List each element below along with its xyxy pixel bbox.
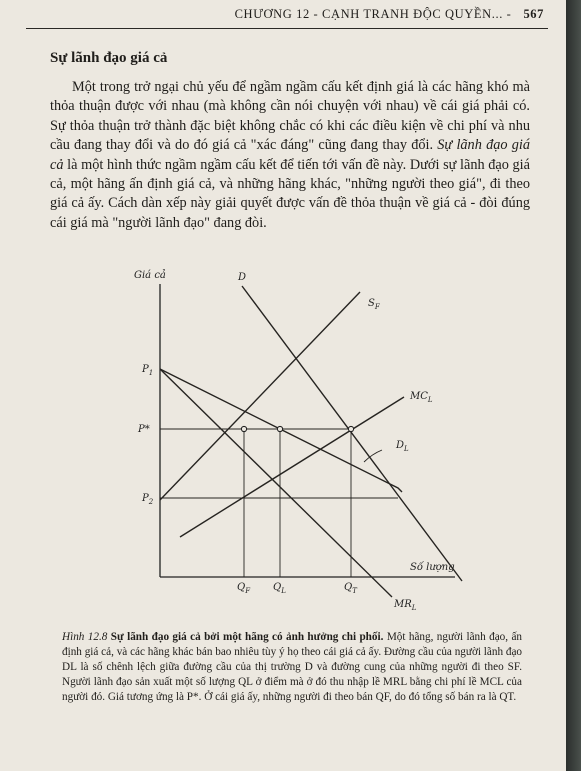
leader-demand-label: $D_L$ — [396, 440, 409, 453]
leader-marginal-revenue-label: $MR_L$ — [394, 599, 417, 612]
leader-marginal-cost-label: $MC_L$ — [410, 391, 433, 404]
pstar-label: P* — [138, 424, 150, 435]
market-demand-curve — [242, 286, 462, 581]
qf-label: $Q_F$ — [237, 582, 251, 595]
market-point — [348, 426, 353, 431]
leader-marginal-cost-curve — [180, 397, 404, 537]
y-axis-label: Giá cả — [134, 270, 166, 281]
followers-supply-curve — [160, 292, 360, 500]
ql-label: $Q_L$ — [273, 582, 286, 595]
leader-demand-pointer — [364, 450, 382, 462]
price-leadership-diagram — [120, 262, 540, 622]
page-number: 567 — [523, 7, 544, 21]
section-title: Sự lãnh đạo giá cả — [50, 50, 168, 66]
followers-supply-label: $S_F$ — [368, 298, 380, 311]
paragraph-part-1: Một trong trở ngại chủ yếu để ngầm ngầm cấu kết định giá là các hãng khó mà thỏa thuận được với nhau (mà không cần nói chuyện với nhau) về cái giá phải có. Sự thỏa thuận trở thành đặc biệt không chắc có khi các điều kiện về chi phí và nhu cầu đang thay đổi và do đó giá cả "xác đáng" cũng đang thay đổi. — [50, 79, 530, 154]
caption-figure-number: Hình 12.8 — [62, 631, 108, 643]
p2-label: $P_2$ — [142, 493, 154, 506]
followers-point — [241, 426, 246, 431]
leader-marginal-revenue-curve — [160, 369, 392, 597]
p1-label: $P_1$ — [142, 364, 154, 377]
caption-text: Một hãng, người lãnh đạo, ấn định giá cả, và các hãng khác bán bao nhiêu tùy ý họ theo cái giá cả ấy. Đường cầu của người lãnh đạo DL là số chênh lệch giữa đường cầu của thị trường D và đường cung của những người đi theo SF. Người lãnh đạo sản xuất một số lượng QL ở điểm mà ở đó thu nhập lề MRL bằng chi phí lề MCL của người đó. Giá tương ứng là P*. Ở cái giá ấy, những người đi theo bán QF, do đó tổng số bán ra là QT. — [62, 631, 523, 703]
figure-caption — [62, 630, 522, 705]
paragraph-term: Sự lãnh đạo giá cả — [50, 137, 530, 173]
market-demand-label: D — [238, 272, 247, 283]
chapter-title: CHƯƠNG 12 - CẠNH TRANH ĐỘC QUYỀN... - — [234, 7, 512, 21]
leader-point — [277, 426, 282, 431]
qt-label: $Q_T$ — [344, 582, 357, 595]
running-header — [26, 4, 548, 29]
book-edge — [566, 0, 581, 771]
diagram-svg — [120, 262, 540, 622]
body-paragraph — [50, 78, 530, 233]
caption-title: Sự lãnh đạo giá cả bởi một hãng có ảnh hưởng chi phối. — [110, 631, 384, 643]
x-axis-label: Số lượng — [410, 562, 455, 573]
paragraph-part-2: là một hình thức ngầm ngầm cấu kết để tiến tới vấn đề này. Dưới sự lãnh đạo giá cả, một hãng ấn định giá cả, và những hãng khác, "những người theo giá", đi theo giá cả ấy. Cách dàn xếp này giải quyết được vấn đề thỏa thuận về giá cả - đòi đúng cái giá mà "người lãnh đạo" đang đòi. — [50, 156, 530, 231]
